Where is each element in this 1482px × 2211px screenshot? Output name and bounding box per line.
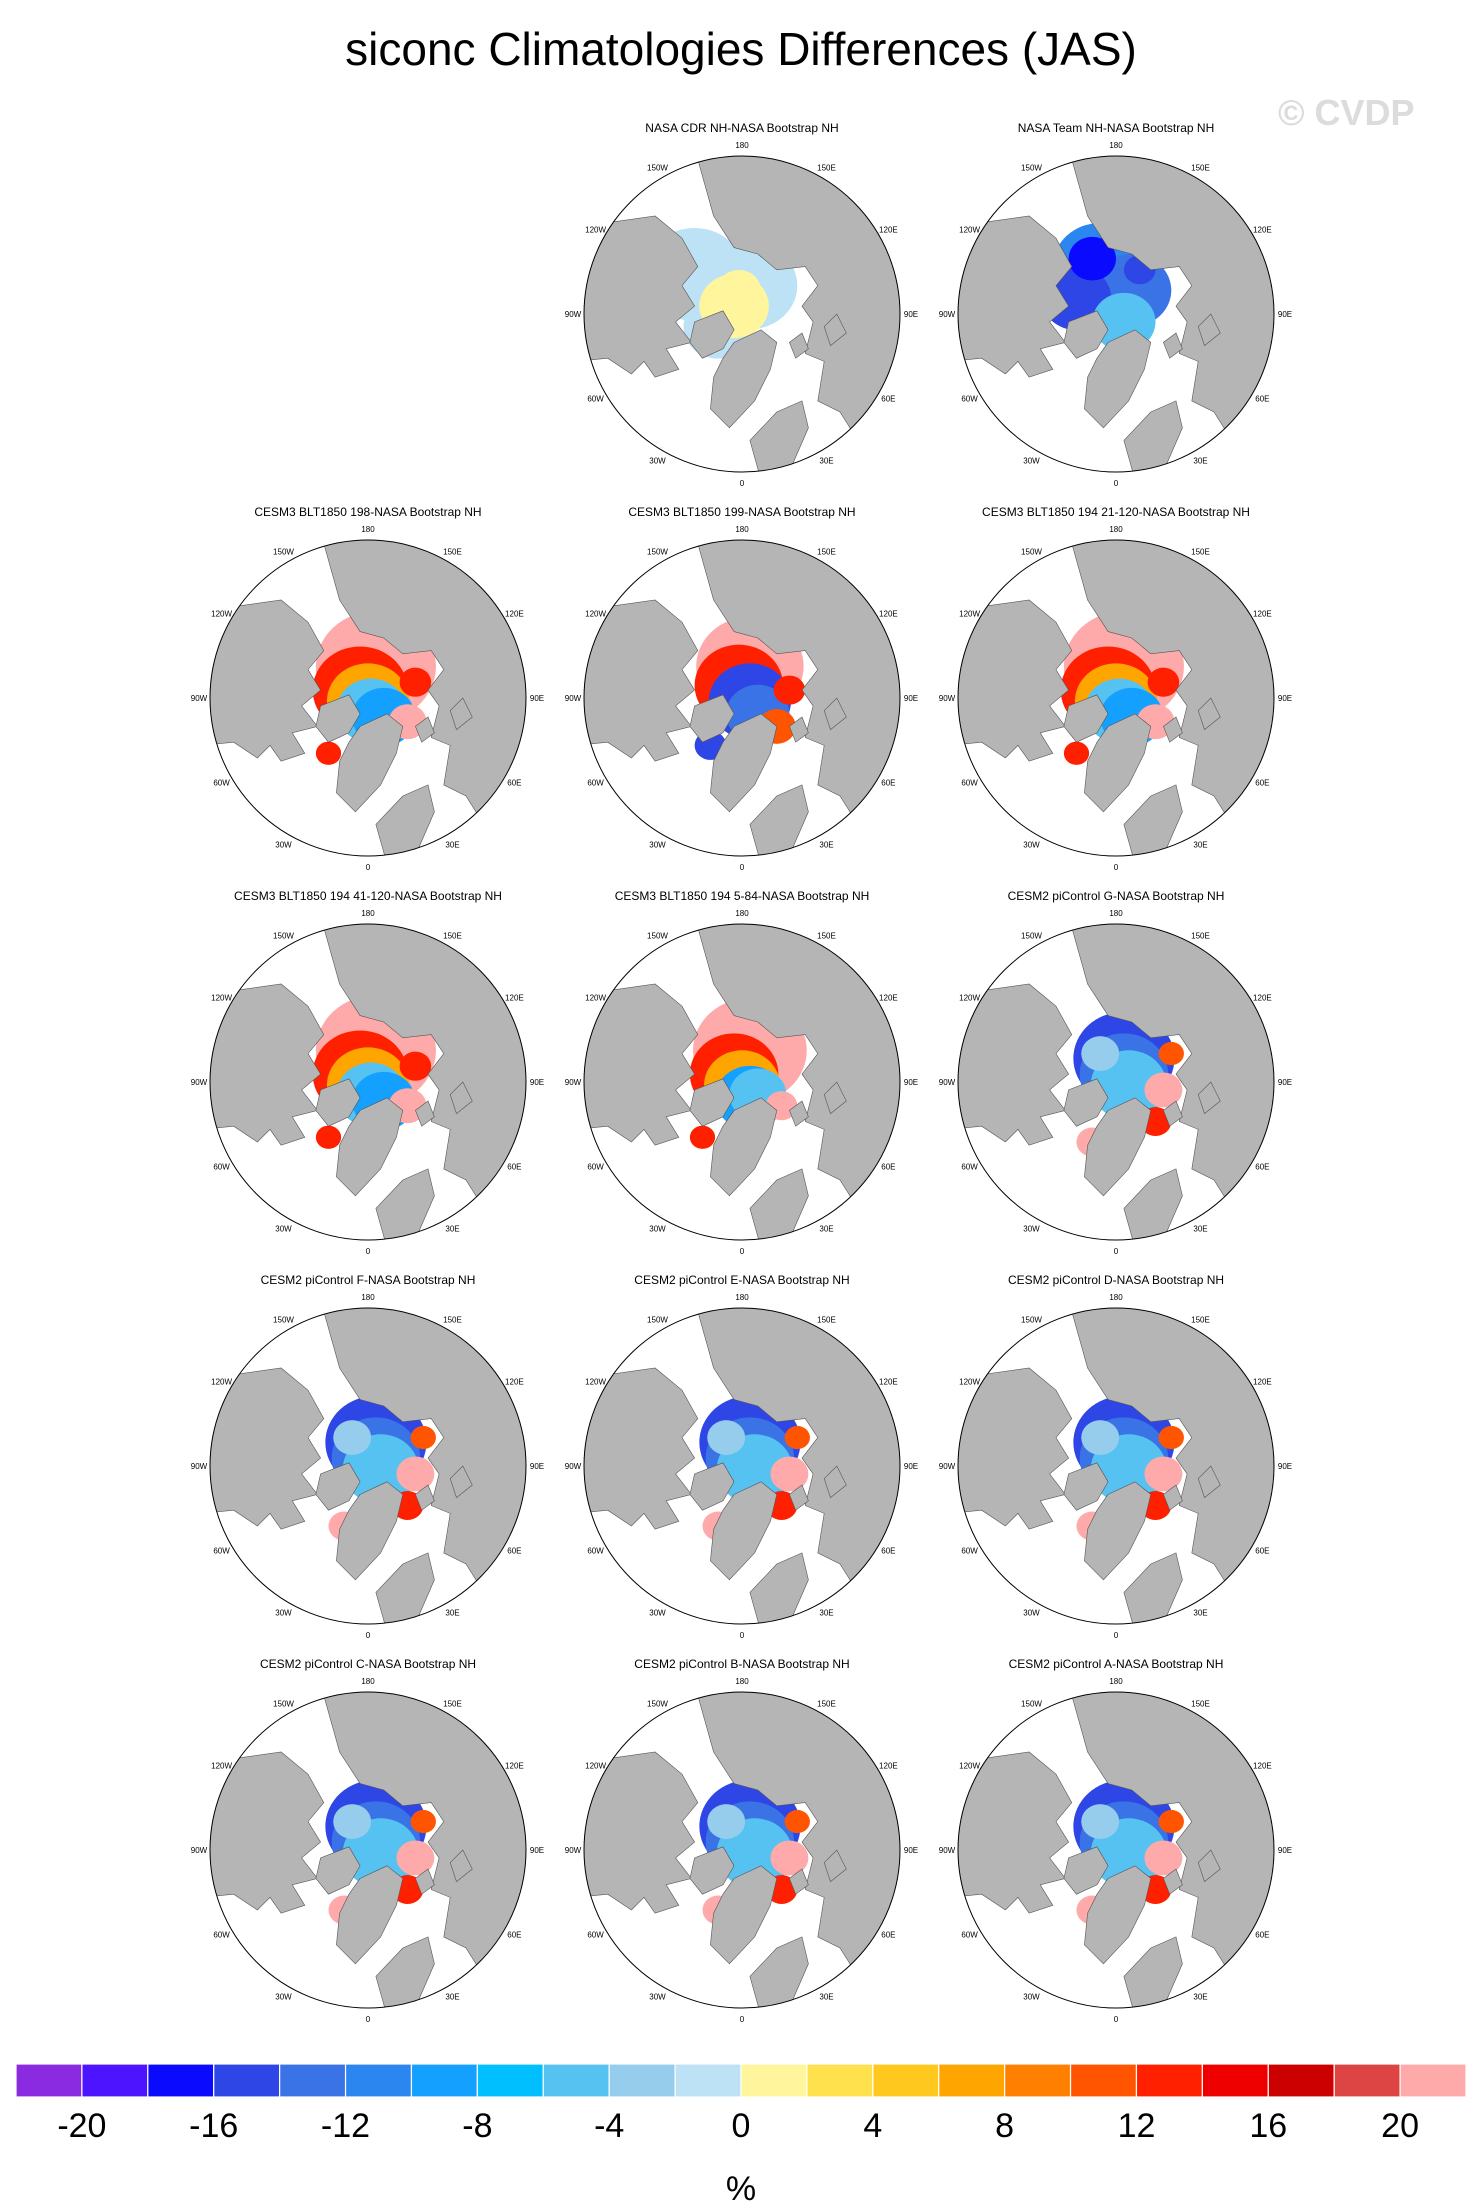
longitude-label: 60W: [213, 778, 230, 788]
longitude-label: 120W: [585, 1761, 607, 1771]
longitude-label: 120E: [879, 609, 898, 619]
longitude-label: 90E: [903, 310, 919, 319]
longitude-label: 60W: [961, 778, 978, 788]
longitude-label: 30E: [445, 1992, 460, 2002]
colorbar-swatch: [1136, 2064, 1202, 2097]
longitude-label: 120W: [585, 993, 607, 1003]
colorbar-tick-label: 8: [995, 2107, 1015, 2145]
longitude-label: 120W: [211, 609, 233, 619]
longitude-label: 120E: [1253, 609, 1272, 619]
longitude-label: 180: [735, 1677, 749, 1686]
longitude-label: 120E: [879, 1377, 898, 1387]
longitude-label: 90W: [938, 310, 956, 319]
anomaly-region: [707, 1804, 745, 1839]
longitude-label: 30W: [1023, 840, 1040, 850]
longitude-label: 60W: [587, 394, 604, 404]
longitude-label: 0: [1113, 1631, 1119, 1640]
longitude-label: 180: [361, 525, 375, 534]
longitude-label: 150W: [647, 163, 668, 173]
longitude-label: 120E: [1253, 225, 1272, 235]
longitude-label: 90E: [529, 1462, 545, 1471]
panel-title: CESM3 BLT1850 198-NASA Bootstrap NH: [254, 505, 482, 519]
longitude-label: 60W: [213, 1930, 230, 1940]
colorbar: [16, 2064, 1466, 2208]
colorbar-tick-label: 12: [1117, 2107, 1156, 2145]
longitude-label: 60E: [881, 1546, 896, 1556]
panel-title: CESM2 piControl F-NASA Bootstrap NH: [260, 1273, 476, 1287]
panel-title: NASA Team NH-NASA Bootstrap NH: [1017, 121, 1215, 135]
anomaly-region: [774, 676, 806, 705]
longitude-label: 60W: [587, 1162, 604, 1172]
longitude-label: 60W: [961, 1162, 978, 1172]
longitude-label: 150W: [1021, 1699, 1042, 1709]
anomaly-region: [707, 1420, 745, 1455]
colorbar-swatch: [1071, 2064, 1137, 2097]
longitude-label: 120W: [585, 609, 607, 619]
longitude-label: 150E: [817, 163, 836, 173]
colorbar-swatch: [1005, 2064, 1071, 2097]
longitude-label: 150E: [1191, 547, 1210, 557]
anomaly-region: [1159, 1042, 1184, 1065]
panel-title: CESM2 piControl A-NASA Bootstrap NH: [1008, 1657, 1224, 1671]
panel-title: CESM2 piControl C-NASA Bootstrap NH: [259, 1657, 477, 1671]
longitude-label: 30W: [649, 1224, 666, 1234]
longitude-label: 60E: [881, 394, 896, 404]
longitude-label: 120W: [959, 1377, 981, 1387]
longitude-label: 0: [739, 863, 745, 872]
longitude-label: 90W: [564, 310, 582, 319]
longitude-label: 120W: [211, 1761, 233, 1771]
longitude-label: 0: [1113, 2015, 1119, 2024]
longitude-label: 30E: [1193, 1224, 1208, 1234]
longitude-label: 90W: [564, 694, 582, 703]
longitude-label: 90W: [938, 1846, 956, 1855]
colorbar-tick-label: 0: [731, 2107, 751, 2145]
longitude-label: 180: [735, 909, 749, 918]
longitude-label: 120E: [879, 993, 898, 1003]
anomaly-region: [316, 1126, 341, 1149]
longitude-label: 60E: [507, 1162, 522, 1172]
longitude-label: 120W: [959, 993, 981, 1003]
longitude-label: 150W: [1021, 547, 1042, 557]
colorbar-swatch: [82, 2064, 148, 2097]
anomaly-region: [1159, 1810, 1184, 1833]
panel-title: CESM3 BLT1850 199-NASA Bootstrap NH: [628, 505, 856, 519]
longitude-label: 120E: [1253, 1761, 1272, 1771]
longitude-label: 90E: [1277, 310, 1293, 319]
longitude-label: 120E: [505, 609, 524, 619]
longitude-label: 90E: [529, 1846, 545, 1855]
longitude-label: 120E: [1253, 993, 1272, 1003]
longitude-label: 150E: [443, 1315, 462, 1325]
longitude-label: 150E: [817, 547, 836, 557]
longitude-label: 30E: [819, 1224, 834, 1234]
colorbar-tick-label: 16: [1249, 2107, 1288, 2145]
longitude-label: 60W: [961, 1930, 978, 1940]
longitude-label: 60W: [587, 778, 604, 788]
longitude-label: 30W: [1023, 1608, 1040, 1618]
longitude-label: 30E: [445, 1224, 460, 1234]
longitude-label: 150W: [273, 1699, 294, 1709]
map-panel: [939, 1273, 1292, 1640]
longitude-label: 180: [1109, 141, 1123, 150]
longitude-label: 150W: [273, 547, 294, 557]
longitude-label: 120W: [211, 993, 233, 1003]
longitude-label: 90E: [903, 694, 919, 703]
longitude-label: 90W: [938, 694, 956, 703]
panel-title: CESM3 BLT1850 194 21-120-NASA Bootstrap NH: [982, 505, 1250, 519]
map-panel: [191, 1273, 544, 1640]
panel-title: CESM2 piControl G-NASA Bootstrap NH: [1007, 889, 1225, 903]
longitude-label: 30W: [275, 1608, 292, 1618]
anomaly-region: [333, 1420, 371, 1455]
longitude-label: 60W: [587, 1546, 604, 1556]
longitude-label: 60E: [881, 1162, 896, 1172]
colorbar-swatch: [741, 2064, 807, 2097]
colorbar-tick-label: -8: [462, 2107, 493, 2145]
map-panel: [939, 1657, 1292, 2024]
map-panel: [939, 505, 1292, 872]
colorbar-swatch: [807, 2064, 873, 2097]
longitude-label: 90W: [190, 1846, 208, 1855]
colorbar-tick-label: -20: [57, 2107, 107, 2145]
panel-title: CESM2 piControl D-NASA Bootstrap NH: [1007, 1273, 1225, 1287]
longitude-label: 0: [1113, 1247, 1119, 1256]
longitude-label: 60W: [961, 394, 978, 404]
colorbar-swatch: [16, 2064, 82, 2097]
longitude-label: 150W: [273, 931, 294, 941]
map-panel: [565, 889, 918, 1256]
figure-title: siconc Climatologies Differences (JAS): [345, 23, 1137, 75]
longitude-label: 180: [361, 1293, 375, 1302]
panel-title: CESM2 piControl B-NASA Bootstrap NH: [634, 1657, 850, 1671]
longitude-label: 90W: [190, 1462, 208, 1471]
watermark: © CVDP: [1278, 92, 1415, 133]
colorbar-swatch: [1334, 2064, 1400, 2097]
longitude-label: 90E: [903, 1078, 919, 1087]
longitude-label: 30E: [445, 1608, 460, 1618]
longitude-label: 150E: [817, 931, 836, 941]
longitude-label: 150E: [1191, 931, 1210, 941]
longitude-label: 0: [365, 2015, 371, 2024]
longitude-label: 30E: [445, 840, 460, 850]
colorbar-tick-label: -16: [189, 2107, 239, 2145]
longitude-label: 60E: [1255, 1930, 1270, 1940]
anomaly-region: [1081, 1804, 1119, 1839]
longitude-label: 30E: [819, 1992, 834, 2002]
anomaly-region: [690, 1126, 715, 1149]
longitude-label: 150W: [1021, 1315, 1042, 1325]
longitude-label: 120E: [1253, 1377, 1272, 1387]
longitude-label: 0: [1113, 863, 1119, 872]
map-panel: [565, 505, 918, 872]
anomaly-region: [411, 1426, 436, 1449]
longitude-label: 60E: [1255, 1546, 1270, 1556]
map-panel: [191, 1657, 544, 2024]
longitude-label: 30W: [275, 1224, 292, 1234]
longitude-label: 120E: [505, 993, 524, 1003]
longitude-label: 120E: [879, 225, 898, 235]
longitude-label: 150W: [647, 1315, 668, 1325]
longitude-label: 30E: [1193, 1992, 1208, 2002]
longitude-label: 90E: [529, 694, 545, 703]
longitude-label: 30E: [1193, 1608, 1208, 1618]
colorbar-tick-label: 4: [863, 2107, 883, 2145]
longitude-label: 180: [735, 141, 749, 150]
longitude-label: 30E: [1193, 456, 1208, 466]
longitude-label: 60E: [881, 1930, 896, 1940]
longitude-label: 30E: [1193, 840, 1208, 850]
longitude-label: 150W: [647, 931, 668, 941]
longitude-label: 180: [1109, 525, 1123, 534]
map-panel: [565, 1657, 918, 2024]
longitude-label: 90E: [903, 1846, 919, 1855]
longitude-label: 60E: [507, 1546, 522, 1556]
map-panel: [565, 121, 918, 488]
longitude-label: 90E: [529, 1078, 545, 1087]
longitude-label: 120W: [959, 225, 981, 235]
longitude-label: 180: [1109, 1677, 1123, 1686]
longitude-label: 120W: [585, 225, 607, 235]
map-panel: [939, 121, 1292, 488]
longitude-label: 90E: [1277, 1078, 1293, 1087]
anomaly-region: [1159, 1426, 1184, 1449]
longitude-label: 90W: [190, 694, 208, 703]
anomaly-region: [1081, 1036, 1119, 1071]
map-panel: [191, 505, 544, 872]
colorbar-tick-label: 20: [1381, 2107, 1420, 2145]
longitude-label: 90W: [564, 1846, 582, 1855]
colorbar-swatch: [214, 2064, 280, 2097]
longitude-label: 150W: [1021, 163, 1042, 173]
longitude-label: 120E: [879, 1761, 898, 1771]
colorbar-swatch: [939, 2064, 1005, 2097]
longitude-label: 150E: [1191, 163, 1210, 173]
longitude-label: 90E: [1277, 1846, 1293, 1855]
longitude-label: 0: [739, 1631, 745, 1640]
anomaly-region: [333, 1804, 371, 1839]
longitude-label: 120E: [505, 1761, 524, 1771]
panel-title: CESM2 piControl E-NASA Bootstrap NH: [634, 1273, 850, 1287]
longitude-label: 60E: [507, 778, 522, 788]
longitude-label: 90E: [1277, 694, 1293, 703]
longitude-label: 180: [1109, 1293, 1123, 1302]
longitude-label: 180: [735, 525, 749, 534]
anomaly-region: [717, 270, 761, 311]
longitude-label: 150E: [443, 547, 462, 557]
longitude-label: 180: [735, 1293, 749, 1302]
longitude-label: 30E: [819, 456, 834, 466]
longitude-label: 90W: [564, 1462, 582, 1471]
longitude-label: 60E: [1255, 394, 1270, 404]
longitude-label: 120E: [505, 1377, 524, 1387]
longitude-label: 150E: [443, 1699, 462, 1709]
anomaly-region: [785, 1810, 810, 1833]
longitude-label: 30W: [1023, 456, 1040, 466]
colorbar-swatch: [346, 2064, 412, 2097]
longitude-label: 180: [361, 1677, 375, 1686]
colorbar-swatch: [543, 2064, 609, 2097]
colorbar-swatch: [1268, 2064, 1334, 2097]
anomaly-region: [316, 742, 341, 765]
map-panel: [939, 889, 1292, 1256]
colorbar-swatch: [148, 2064, 214, 2097]
longitude-label: 0: [365, 1631, 371, 1640]
longitude-label: 30E: [819, 1608, 834, 1618]
longitude-label: 120W: [585, 1377, 607, 1387]
longitude-label: 0: [365, 1247, 371, 1256]
colorbar-swatch: [675, 2064, 741, 2097]
anomaly-region: [1081, 1420, 1119, 1455]
anomaly-region: [411, 1810, 436, 1833]
longitude-label: 120W: [959, 609, 981, 619]
colorbar-tick-label: -12: [320, 2107, 371, 2145]
anomaly-region: [400, 1052, 432, 1081]
longitude-label: 90E: [903, 1462, 919, 1471]
longitude-label: 30W: [649, 1992, 666, 2002]
anomaly-region: [1064, 742, 1089, 765]
longitude-label: 150E: [443, 931, 462, 941]
longitude-label: 150W: [647, 547, 668, 557]
longitude-label: 30W: [1023, 1992, 1040, 2002]
longitude-label: 90W: [938, 1078, 956, 1087]
longitude-label: 90W: [564, 1078, 582, 1087]
panel-title: CESM3 BLT1850 194 41-120-NASA Bootstrap NH: [234, 889, 502, 903]
longitude-label: 90E: [1277, 1462, 1293, 1471]
anomaly-region: [785, 1426, 810, 1449]
longitude-label: 30W: [649, 1608, 666, 1618]
longitude-label: 0: [739, 2015, 745, 2024]
colorbar-swatch: [1400, 2064, 1466, 2097]
panel-title: NASA CDR NH-NASA Bootstrap NH: [645, 121, 839, 135]
longitude-label: 60W: [587, 1930, 604, 1940]
longitude-label: 60W: [961, 1546, 978, 1556]
map-panel: [565, 1273, 918, 1640]
colorbar-swatch: [1202, 2064, 1268, 2097]
longitude-label: 150E: [817, 1315, 836, 1325]
longitude-label: 60W: [213, 1546, 230, 1556]
longitude-label: 0: [365, 863, 371, 872]
map-panel: [191, 889, 544, 1256]
colorbar-swatch: [477, 2064, 543, 2097]
panel-title: CESM3 BLT1850 194 5-84-NASA Bootstrap NH: [614, 889, 870, 903]
longitude-label: 150W: [1021, 931, 1042, 941]
longitude-label: 60E: [1255, 1162, 1270, 1172]
longitude-label: 150W: [647, 1699, 668, 1709]
colorbar-tick-label: -4: [594, 2107, 625, 2145]
colorbar-swatch: [280, 2064, 346, 2097]
longitude-label: 60W: [213, 1162, 230, 1172]
anomaly-region: [1148, 668, 1180, 697]
longitude-label: 150W: [273, 1315, 294, 1325]
longitude-label: 30W: [649, 840, 666, 850]
longitude-label: 90W: [190, 1078, 208, 1087]
longitude-label: 60E: [507, 1930, 522, 1940]
longitude-label: 0: [1113, 479, 1119, 488]
longitude-label: 180: [361, 909, 375, 918]
longitude-label: 150E: [1191, 1699, 1210, 1709]
longitude-label: 90W: [938, 1462, 956, 1471]
longitude-label: 60E: [1255, 778, 1270, 788]
longitude-label: 180: [1109, 909, 1123, 918]
longitude-label: 30W: [649, 456, 666, 466]
longitude-label: 150E: [817, 1699, 836, 1709]
longitude-label: 120W: [211, 1377, 233, 1387]
longitude-label: 60E: [881, 778, 896, 788]
longitude-label: 30W: [1023, 1224, 1040, 1234]
longitude-label: 30W: [275, 1992, 292, 2002]
longitude-label: 150E: [1191, 1315, 1210, 1325]
longitude-label: 0: [739, 1247, 745, 1256]
anomaly-region: [400, 668, 432, 697]
longitude-label: 120W: [959, 1761, 981, 1771]
colorbar-swatch: [873, 2064, 939, 2097]
longitude-label: 30E: [819, 840, 834, 850]
longitude-label: 0: [739, 479, 745, 488]
colorbar-swatch: [411, 2064, 477, 2097]
colorbar-swatch: [609, 2064, 675, 2097]
longitude-label: 30W: [275, 840, 292, 850]
colorbar-unit-label: %: [725, 2170, 757, 2208]
